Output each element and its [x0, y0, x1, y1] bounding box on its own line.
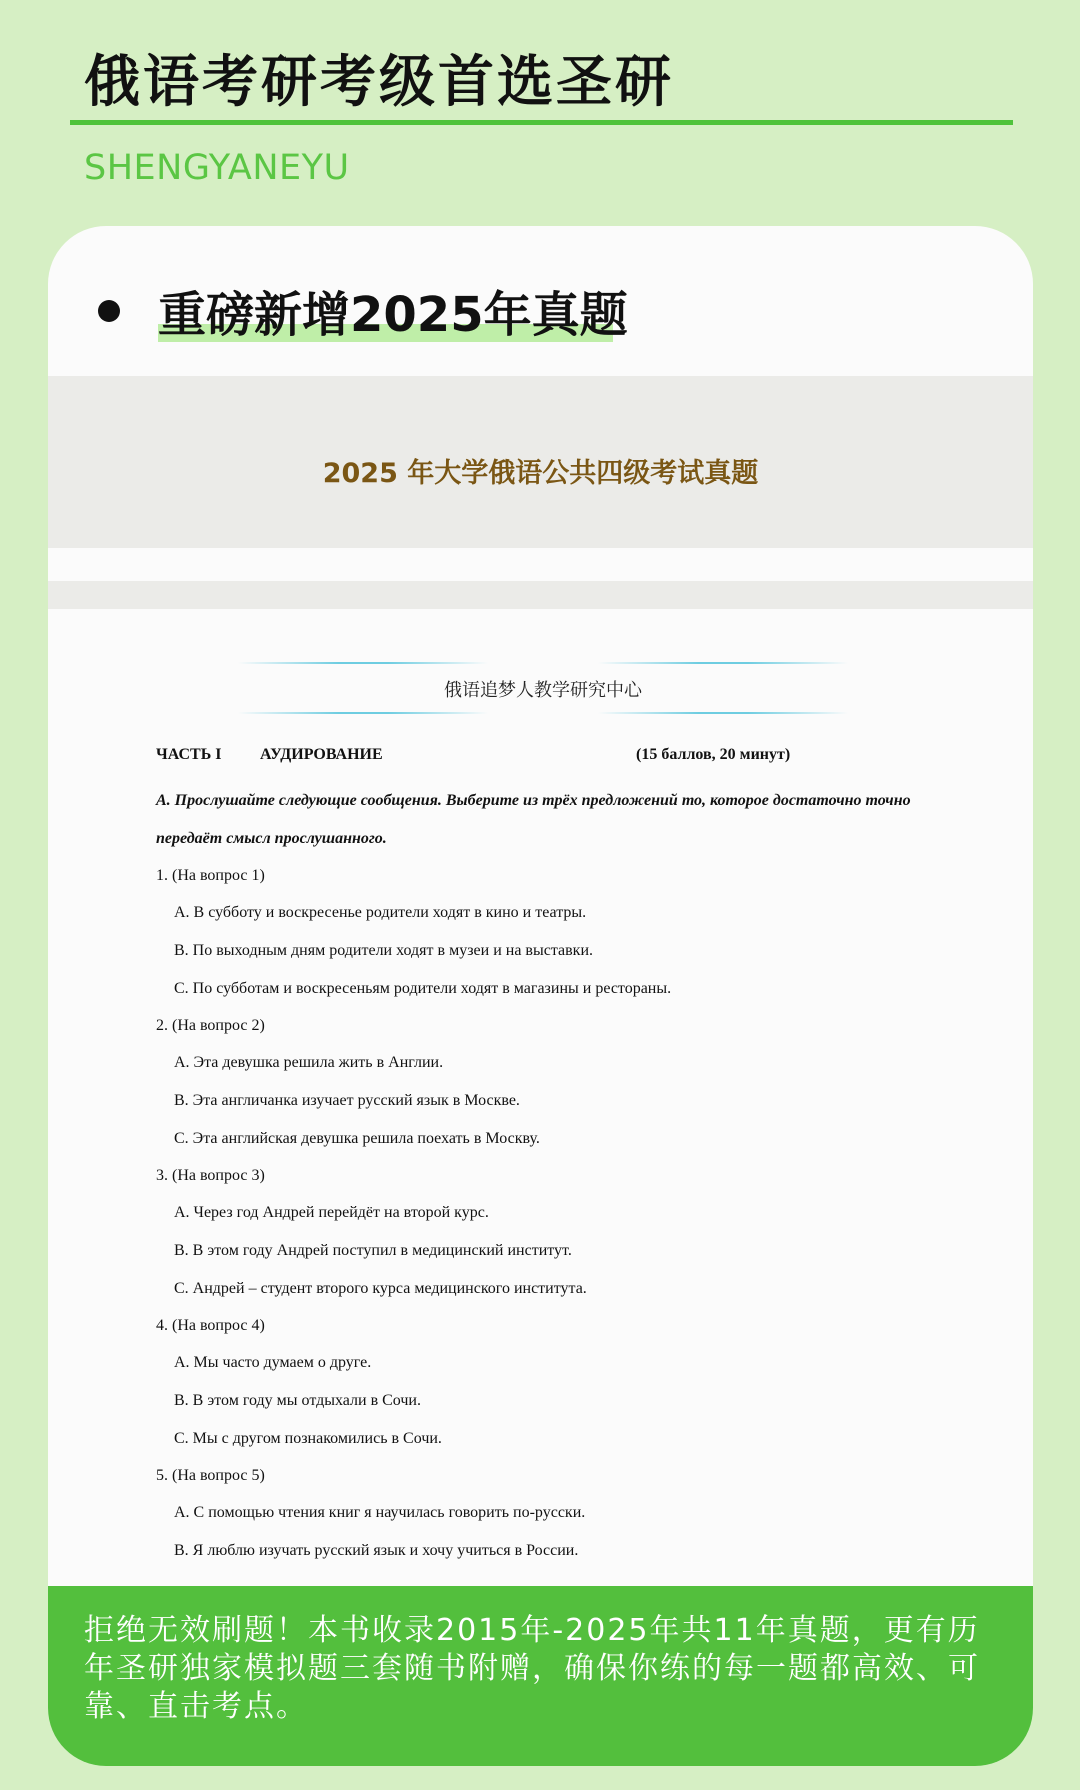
question-label: 4. (На вопрос 4)	[156, 1317, 265, 1334]
option-a: А. Мы часто думаем о друге.	[174, 1354, 372, 1371]
question-5	[156, 1458, 976, 1570]
option-c: С. Эта английская девушка решила поехать в Москву.	[174, 1130, 540, 1147]
document-header	[48, 376, 1033, 548]
option-c: С. По субботам и воскресеньям родители ходят в магазины и рестораны.	[174, 980, 672, 997]
question-2	[156, 1008, 976, 1158]
option-b: В. Я люблю изучать русский язык и хочу учиться в России.	[174, 1542, 579, 1559]
option-b: В. По выходным дням родители ходят в музеи и на выставки.	[174, 942, 594, 959]
option-a: А. Эта девушка решила жить в Англии.	[174, 1054, 444, 1071]
option-a: А. С помощью чтения книг я научилась говорить по-русски.	[174, 1504, 586, 1521]
question-3	[156, 1158, 976, 1308]
question-4	[156, 1308, 976, 1458]
option-c: С. Андрей – студент второго курса медицинского института.	[174, 1280, 587, 1297]
bullet-icon	[98, 300, 120, 322]
option-b: В. В этом году мы отдыхали в Сочи.	[174, 1392, 421, 1409]
option-c: С. Мы с другом познакомились в Сочи.	[174, 1430, 442, 1447]
banner-line-top-right	[598, 662, 848, 664]
part-name: АУДИРОВАНИЕ	[260, 746, 383, 763]
option-b: В. Эта англичанка изучает русский язык в Москве.	[174, 1092, 520, 1109]
option-a: А. Через год Андрей перейдёт на второй курс.	[174, 1204, 489, 1221]
brand-divider	[70, 120, 1013, 125]
option-b: В. В этом году Андрей поступил в медицинский институт.	[174, 1242, 572, 1259]
separator-band	[48, 581, 1033, 609]
banner-line-top-left	[238, 662, 488, 664]
brand-subtitle: SHENGYANEYU	[84, 148, 350, 188]
question-1	[156, 858, 976, 1008]
instruction: А. Прослушайте следующие сообщения. Выберите из трёх предложений то, которое достаточно точно передаёт смысл прослушанного.	[156, 792, 911, 847]
center-banner	[238, 662, 848, 714]
part-score: (15 баллов, 20 минут)	[636, 746, 791, 763]
question-label: 2. (На вопрос 2)	[156, 1017, 265, 1034]
section-heading: 重磅新增2025年真题	[158, 287, 628, 343]
promo-text: 拒绝无效刷题！本书收录2015年-2025年共11年真题，更有历年圣研独家模拟题三套随书附赠，确保你练的每一题都高效、可靠、直击考点。	[84, 1613, 980, 1724]
part-label: ЧАСТЬ I	[156, 746, 222, 763]
content-card	[48, 226, 1033, 1766]
question-label: 1. (На вопрос 1)	[156, 867, 265, 884]
part-header	[156, 746, 976, 782]
document-title: 2025 年大学俄语公共四级考试真题	[322, 458, 759, 489]
question-label: 5. (На вопрос 5)	[156, 1467, 265, 1484]
center-name: 俄语追梦人教学研究中心	[444, 680, 642, 701]
brand-title: 俄语考研考级首选圣研	[84, 50, 674, 115]
exam-body	[156, 746, 976, 1570]
promo-panel	[48, 1586, 1033, 1766]
question-label: 3. (На вопрос 3)	[156, 1167, 265, 1184]
banner-line-bottom-left	[238, 712, 488, 714]
option-a: А. В субботу и воскресенье родители ходят в кино и театры.	[174, 904, 587, 921]
banner-line-bottom-right	[598, 712, 848, 714]
